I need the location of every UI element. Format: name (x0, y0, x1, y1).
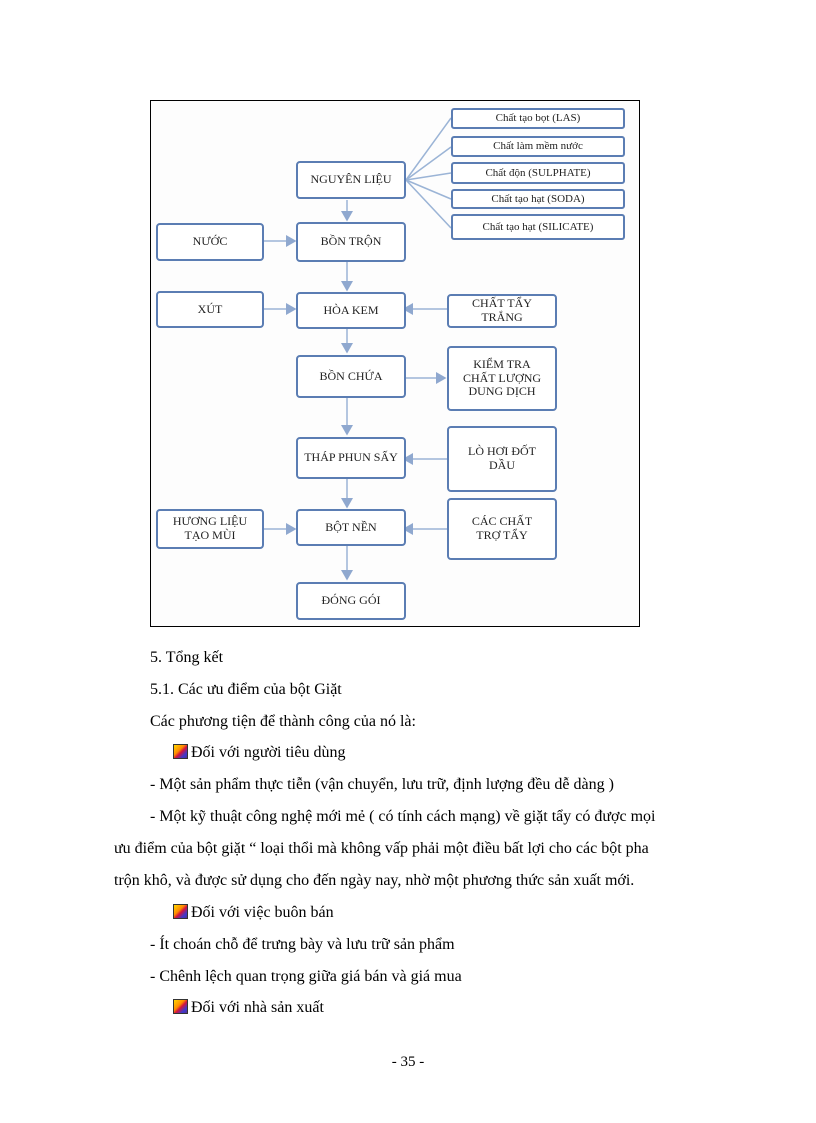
node-bot-nen: BỘT NỀN (296, 509, 406, 546)
connector-silicate (406, 180, 451, 228)
section-heading: 5. Tổng kết (150, 649, 224, 666)
node-chat-tro-tay: CÁC CHẤT TRỢ TẨY (447, 498, 557, 560)
trade-heading-line (173, 903, 334, 923)
intro-paragraph: Các phương tiện để thành công của nó là: (150, 713, 416, 730)
producer-heading-line (173, 998, 324, 1018)
node-lam-mem: Chất làm mềm nước (451, 136, 625, 157)
subsection-heading: 5.1. Các ưu điểm của bột Giặt (150, 681, 342, 698)
node-hoa-kem: HÒA KEM (296, 292, 406, 329)
connector-lam-mem (406, 147, 451, 180)
consumer-point-2-line-1: - Một kỹ thuật công nghệ mới mẻ ( có tính cách mạng) về giặt tẩy có được mọi (150, 808, 656, 825)
node-dong-goi: ĐÓNG GÓI (296, 582, 406, 620)
node-nguyen-lieu: NGUYÊN LIỆU (296, 161, 406, 199)
connector-las (406, 118, 451, 180)
node-kiem-tra: KIỂM TRA CHẤT LƯỢNG DUNG DỊCH (447, 346, 557, 411)
node-xut: XÚT (156, 291, 264, 328)
bullet-icon (173, 999, 188, 1014)
bullet-icon (173, 744, 188, 759)
node-soda: Chất tạo hạt (SODA) (451, 189, 625, 209)
node-las: Chất tạo bọt (LAS) (451, 108, 625, 129)
node-thap-phun-say: THÁP PHUN SẤY (296, 437, 406, 479)
node-huong-lieu: HƯƠNG LIỆU TẠO MÙI (156, 509, 264, 549)
node-bon-tron: BỒN TRỘN (296, 222, 406, 262)
node-sulphate: Chất độn (SULPHATE) (451, 162, 625, 184)
node-bon-chua: BỒN CHỨA (296, 355, 406, 398)
node-chat-tay-trang: CHẤT TẨY TRẮNG (447, 294, 557, 328)
consumer-heading-line (173, 743, 345, 763)
trade-point-2: - Chênh lệch quan trọng giữa giá bán và giá mua (150, 968, 462, 985)
node-silicate: Chất tạo hạt (SILICATE) (451, 214, 625, 240)
bullet-icon (173, 904, 188, 919)
consumer-point-2-line-2: ưu điểm của bột giặt “ loại thổi mà không vấp phải một điều bất lợi cho các bột pha (114, 840, 649, 857)
trade-heading: Đối với việc buôn bán (191, 904, 334, 921)
consumer-point-2-line-3: trộn khô, và được sử dụng cho đến ngày nay, nhờ một phương thức sản xuất mới. (114, 872, 635, 889)
connector-sulphate (406, 173, 451, 180)
consumer-heading: Đối với người tiêu dùng (191, 744, 346, 761)
node-lo-hoi: LÒ HƠI ĐỐT DẦU (447, 426, 557, 492)
consumer-point-1: - Một sản phẩm thực tiễn (vận chuyển, lưu trữ, định lượng đều dễ dàng ) (150, 776, 614, 793)
node-nuoc: NƯỚC (156, 223, 264, 261)
connector-soda (406, 180, 451, 199)
process-flow-diagram (150, 100, 640, 627)
producer-heading: Đối với nhà sản xuất (191, 999, 324, 1016)
trade-point-1: - Ít choán chỗ để trưng bày và lưu trữ sản phẩm (150, 936, 455, 953)
page-number: - 35 - (391, 1054, 425, 1070)
